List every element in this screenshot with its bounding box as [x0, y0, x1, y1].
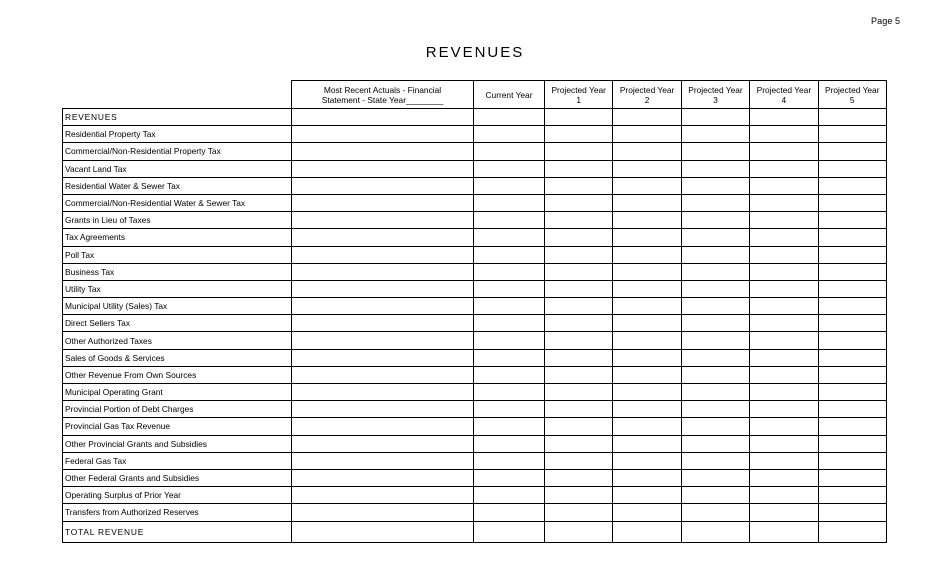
value-cell[interactable] [545, 521, 613, 542]
value-cell[interactable] [818, 229, 886, 246]
table-row [63, 212, 887, 229]
value-cell[interactable] [474, 126, 545, 143]
header-projected-number: 2 [644, 94, 650, 105]
value-cell[interactable] [292, 263, 474, 280]
table-row [63, 452, 887, 469]
value-cell[interactable] [292, 212, 474, 229]
value-cell[interactable] [613, 418, 681, 435]
value-cell[interactable] [474, 349, 545, 366]
value-cell[interactable] [474, 487, 545, 504]
row-label: Other Federal Grants and Subsidies [63, 469, 292, 486]
value-cell[interactable] [750, 143, 818, 160]
row-label: Provincial Portion of Debt Charges [63, 401, 292, 418]
value-cell[interactable] [474, 212, 545, 229]
value-cell[interactable] [818, 521, 886, 542]
value-cell[interactable] [474, 246, 545, 263]
row-label: Business Tax [63, 263, 292, 280]
value-cell[interactable] [545, 469, 613, 486]
table-row [63, 435, 887, 452]
table-row [63, 504, 887, 521]
value-cell[interactable] [818, 246, 886, 263]
value-cell[interactable] [474, 401, 545, 418]
value-cell[interactable] [545, 212, 613, 229]
value-cell[interactable] [818, 384, 886, 401]
value-cell[interactable] [545, 349, 613, 366]
value-cell[interactable] [818, 143, 886, 160]
value-cell[interactable] [292, 280, 474, 297]
value-cell[interactable] [818, 126, 886, 143]
value-cell[interactable] [545, 246, 613, 263]
value-cell[interactable] [818, 194, 886, 211]
table-row [63, 487, 887, 504]
table-row [63, 246, 887, 263]
value-cell[interactable] [750, 504, 818, 521]
value-cell[interactable] [681, 315, 749, 332]
value-cell[interactable] [613, 504, 681, 521]
value-cell[interactable] [613, 401, 681, 418]
value-cell[interactable] [545, 418, 613, 435]
value-cell[interactable] [750, 246, 818, 263]
value-cell[interactable] [681, 143, 749, 160]
value-cell[interactable] [292, 332, 474, 349]
page-number: Page 5 [871, 16, 901, 26]
row-label: Other Revenue From Own Sources [63, 366, 292, 383]
row-label: Direct Sellers Tax [63, 315, 292, 332]
value-cell[interactable] [818, 366, 886, 383]
value-cell[interactable] [681, 194, 749, 211]
value-cell[interactable] [613, 298, 681, 315]
value-cell[interactable] [750, 298, 818, 315]
value-cell[interactable] [474, 160, 545, 177]
value-cell[interactable] [292, 246, 474, 263]
value-cell[interactable] [681, 452, 749, 469]
value-cell[interactable] [474, 109, 545, 126]
table-row [63, 349, 887, 366]
value-cell[interactable] [750, 177, 818, 194]
value-cell[interactable] [681, 418, 749, 435]
header-current-year: Current Year [474, 81, 545, 109]
header-projected-label: Projected Year [756, 84, 812, 95]
table-row [63, 298, 887, 315]
value-cell[interactable] [545, 504, 613, 521]
value-cell[interactable] [474, 418, 545, 435]
value-cell[interactable] [681, 160, 749, 177]
value-cell[interactable] [613, 212, 681, 229]
value-cell[interactable] [681, 212, 749, 229]
header-projected-year-2 [613, 81, 681, 109]
value-cell[interactable] [750, 263, 818, 280]
value-cell[interactable] [474, 280, 545, 297]
value-cell[interactable] [613, 469, 681, 486]
value-cell[interactable] [750, 452, 818, 469]
table-row [63, 366, 887, 383]
value-cell[interactable] [613, 229, 681, 246]
value-cell[interactable] [750, 194, 818, 211]
value-cell[interactable] [681, 401, 749, 418]
value-cell[interactable] [681, 177, 749, 194]
value-cell[interactable] [681, 504, 749, 521]
value-cell[interactable] [613, 246, 681, 263]
value-cell[interactable] [613, 366, 681, 383]
value-cell[interactable] [292, 160, 474, 177]
value-cell[interactable] [681, 263, 749, 280]
value-cell[interactable] [818, 160, 886, 177]
value-cell[interactable] [545, 194, 613, 211]
table-row [63, 126, 887, 143]
value-cell[interactable] [750, 366, 818, 383]
value-cell[interactable] [474, 452, 545, 469]
value-cell[interactable] [474, 194, 545, 211]
value-cell[interactable] [474, 143, 545, 160]
value-cell[interactable] [818, 401, 886, 418]
value-cell[interactable] [681, 109, 749, 126]
value-cell[interactable] [613, 160, 681, 177]
table-row [63, 263, 887, 280]
row-label: Grants in Lieu of Taxes [63, 212, 292, 229]
value-cell[interactable] [681, 229, 749, 246]
value-cell[interactable] [545, 435, 613, 452]
row-label: Poll Tax [63, 246, 292, 263]
value-cell[interactable] [681, 349, 749, 366]
value-cell[interactable] [818, 263, 886, 280]
value-cell[interactable] [613, 452, 681, 469]
value-cell[interactable] [292, 418, 474, 435]
table-row [63, 194, 887, 211]
value-cell[interactable] [681, 384, 749, 401]
value-cell[interactable] [474, 298, 545, 315]
value-cell[interactable] [681, 332, 749, 349]
header-projected-year-3 [681, 81, 749, 109]
value-cell[interactable] [613, 487, 681, 504]
value-cell[interactable] [613, 384, 681, 401]
header-actuals [292, 81, 474, 109]
value-cell[interactable] [681, 366, 749, 383]
value-cell[interactable] [613, 263, 681, 280]
value-cell[interactable] [292, 229, 474, 246]
value-cell[interactable] [613, 177, 681, 194]
value-cell[interactable] [818, 452, 886, 469]
value-cell[interactable] [750, 469, 818, 486]
table-row [63, 177, 887, 194]
section-label: REVENUES [63, 109, 292, 126]
value-cell[interactable] [681, 521, 749, 542]
value-cell[interactable] [750, 401, 818, 418]
value-cell[interactable] [474, 469, 545, 486]
row-label: Other Provincial Grants and Subsidies [63, 435, 292, 452]
value-cell[interactable] [818, 315, 886, 332]
value-cell[interactable] [681, 469, 749, 486]
value-cell[interactable] [292, 109, 474, 126]
value-cell[interactable] [750, 418, 818, 435]
table-row [63, 469, 887, 486]
value-cell[interactable] [750, 109, 818, 126]
value-cell[interactable] [545, 126, 613, 143]
value-cell[interactable] [818, 109, 886, 126]
value-cell[interactable] [681, 126, 749, 143]
value-cell[interactable] [292, 487, 474, 504]
value-cell[interactable] [545, 229, 613, 246]
value-cell[interactable] [545, 487, 613, 504]
row-label: Commercial/Non-Residential Water & Sewer Tax [63, 194, 292, 211]
header-projected-number: 1 [576, 94, 582, 105]
value-cell[interactable] [545, 366, 613, 383]
value-cell[interactable] [474, 384, 545, 401]
value-cell[interactable] [474, 435, 545, 452]
value-cell[interactable] [545, 452, 613, 469]
value-cell[interactable] [818, 469, 886, 486]
row-label: Utility Tax [63, 280, 292, 297]
header-actuals-line2: Statement - State Year________ [321, 94, 444, 105]
header-projected-year-1 [545, 81, 613, 109]
header-actuals-line1: Most Recent Actuals - Financial [323, 84, 442, 95]
value-cell[interactable] [545, 160, 613, 177]
table-row [63, 401, 887, 418]
value-cell[interactable] [818, 280, 886, 297]
header-corner [63, 81, 292, 109]
value-cell[interactable] [474, 366, 545, 383]
value-cell[interactable] [818, 332, 886, 349]
value-cell[interactable] [545, 109, 613, 126]
value-cell[interactable] [545, 143, 613, 160]
value-cell[interactable] [750, 126, 818, 143]
value-cell[interactable] [545, 332, 613, 349]
value-cell[interactable] [750, 384, 818, 401]
value-cell[interactable] [474, 504, 545, 521]
header-projected-year-5 [818, 81, 886, 109]
value-cell[interactable] [292, 177, 474, 194]
table-row [63, 384, 887, 401]
table-row [63, 332, 887, 349]
header-projected-number: 5 [849, 94, 855, 105]
value-cell[interactable] [750, 315, 818, 332]
value-cell[interactable] [750, 332, 818, 349]
value-cell[interactable] [292, 366, 474, 383]
value-cell[interactable] [545, 263, 613, 280]
value-cell[interactable] [292, 504, 474, 521]
value-cell[interactable] [681, 280, 749, 297]
header-projected-label: Projected Year [551, 84, 606, 95]
value-cell[interactable] [292, 126, 474, 143]
row-label: Commercial/Non-Residential Property Tax [63, 143, 292, 160]
row-label: Sales of Goods & Services [63, 349, 292, 366]
value-cell[interactable] [292, 298, 474, 315]
value-cell[interactable] [545, 384, 613, 401]
header-projected-year-4 [750, 81, 818, 109]
section-row-revenues [63, 109, 887, 126]
value-cell[interactable] [292, 401, 474, 418]
value-cell[interactable] [613, 126, 681, 143]
value-cell[interactable] [681, 487, 749, 504]
table-row [63, 229, 887, 246]
header-projected-label: Projected Year [619, 84, 675, 95]
value-cell[interactable] [474, 315, 545, 332]
value-cell[interactable] [292, 521, 474, 542]
value-cell[interactable] [750, 280, 818, 297]
row-label: Residential Property Tax [63, 126, 292, 143]
value-cell[interactable] [613, 435, 681, 452]
value-cell[interactable] [545, 298, 613, 315]
value-cell[interactable] [818, 487, 886, 504]
row-label: Federal Gas Tax [63, 452, 292, 469]
value-cell[interactable] [750, 160, 818, 177]
value-cell[interactable] [474, 332, 545, 349]
page-title: REVENUES [425, 44, 525, 61]
value-cell[interactable] [750, 521, 818, 542]
value-cell[interactable] [474, 229, 545, 246]
value-cell[interactable] [613, 280, 681, 297]
value-cell[interactable] [818, 349, 886, 366]
value-cell[interactable] [545, 315, 613, 332]
header-projected-number: 4 [781, 94, 787, 105]
value-cell[interactable] [292, 143, 474, 160]
value-cell[interactable] [750, 212, 818, 229]
value-cell[interactable] [818, 435, 886, 452]
value-cell[interactable] [818, 212, 886, 229]
value-cell[interactable] [818, 298, 886, 315]
table-row [63, 315, 887, 332]
value-cell[interactable] [292, 435, 474, 452]
value-cell[interactable] [681, 298, 749, 315]
value-cell[interactable] [474, 177, 545, 194]
value-cell[interactable] [292, 452, 474, 469]
header-projected-label: Projected Year [825, 84, 880, 95]
value-cell[interactable] [474, 263, 545, 280]
row-label: TOTAL REVENUE [63, 521, 292, 542]
row-label: Other Authorized Taxes [63, 332, 292, 349]
row-label: Transfers from Authorized Reserves [63, 504, 292, 521]
table-row [63, 280, 887, 297]
value-cell[interactable] [818, 504, 886, 521]
row-label: Residential Water & Sewer Tax [63, 177, 292, 194]
row-label: Municipal Operating Grant [63, 384, 292, 401]
value-cell[interactable] [613, 315, 681, 332]
value-cell[interactable] [292, 469, 474, 486]
value-cell[interactable] [613, 349, 681, 366]
value-cell[interactable] [818, 177, 886, 194]
value-cell[interactable] [292, 384, 474, 401]
value-cell[interactable] [545, 177, 613, 194]
table-row [63, 143, 887, 160]
row-label: Operating Surplus of Prior Year [63, 487, 292, 504]
value-cell[interactable] [292, 315, 474, 332]
value-cell[interactable] [613, 521, 681, 542]
value-cell[interactable] [681, 246, 749, 263]
value-cell[interactable] [545, 401, 613, 418]
value-cell[interactable] [750, 435, 818, 452]
value-cell[interactable] [613, 109, 681, 126]
row-label: Provincial Gas Tax Revenue [63, 418, 292, 435]
value-cell[interactable] [613, 194, 681, 211]
table-row [63, 418, 887, 435]
value-cell[interactable] [613, 143, 681, 160]
total-revenue-row [63, 521, 887, 542]
value-cell[interactable] [750, 229, 818, 246]
row-label: Tax Agreements [63, 229, 292, 246]
row-label: Municipal Utility (Sales) Tax [63, 298, 292, 315]
header-projected-number: 3 [713, 94, 718, 105]
value-cell[interactable] [292, 194, 474, 211]
value-cell[interactable] [545, 280, 613, 297]
value-cell[interactable] [750, 487, 818, 504]
value-cell[interactable] [613, 332, 681, 349]
value-cell[interactable] [681, 435, 749, 452]
header-row [63, 81, 887, 109]
header-projected-label: Projected Year [688, 84, 743, 95]
value-cell[interactable] [474, 521, 545, 542]
table-row [63, 160, 887, 177]
value-cell[interactable] [292, 349, 474, 366]
row-label: Vacant Land Tax [63, 160, 292, 177]
value-cell[interactable] [818, 418, 886, 435]
revenues-table [62, 80, 887, 543]
value-cell[interactable] [750, 349, 818, 366]
